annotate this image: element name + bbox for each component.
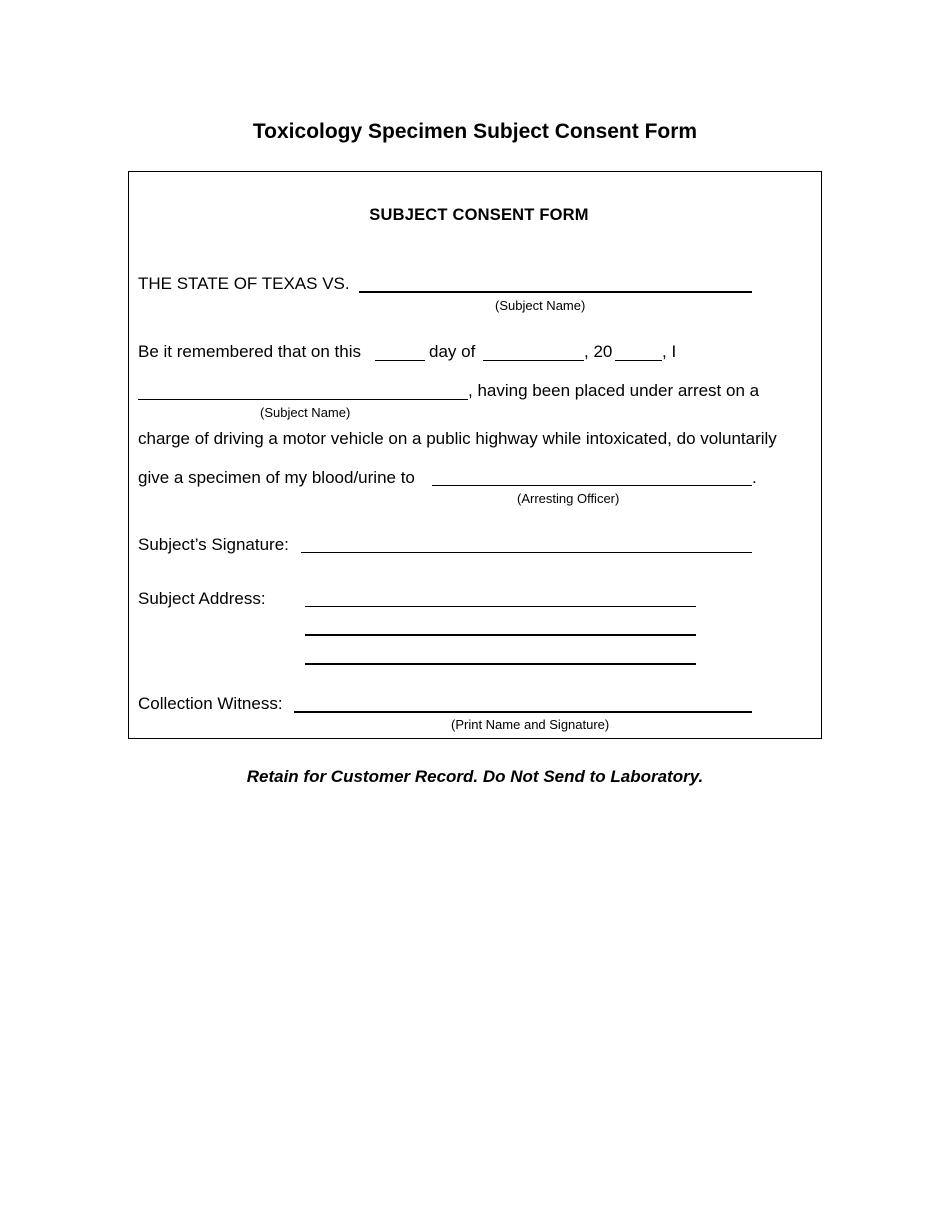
address-field-line-3[interactable] <box>305 663 696 665</box>
signature-field[interactable] <box>301 552 752 553</box>
form-heading: SUBJECT CONSENT FORM <box>369 206 589 224</box>
subject-name-caption-2: (Subject Name) <box>260 405 351 420</box>
subject-name-field-2[interactable] <box>138 399 468 400</box>
page-title: Toxicology Specimen Subject Consent Form <box>252 120 698 143</box>
witness-field[interactable] <box>294 711 752 713</box>
form-border <box>128 171 822 739</box>
signature-label: Subject’s Signature: <box>138 535 289 554</box>
state-line-label: THE STATE OF TEXAS VS. <box>138 274 350 293</box>
remembered-text-2: day of <box>429 342 476 361</box>
charge-text: charge of driving a motor vehicle on a public highway while intoxicated, do voluntarily <box>138 429 777 448</box>
address-label: Subject Address: <box>138 589 266 608</box>
subject-name-caption: (Subject Name) <box>495 298 586 313</box>
remembered-text-4: , I <box>662 342 677 361</box>
footer-note: Retain for Customer Record. Do Not Send to Laboratory. <box>246 767 704 786</box>
arresting-officer-field[interactable] <box>432 485 752 486</box>
arresting-officer-caption: (Arresting Officer) <box>517 491 620 506</box>
specimen-period: . <box>752 468 757 487</box>
arrest-text: , having been placed under arrest on a <box>468 381 760 400</box>
year-field[interactable] <box>615 360 662 361</box>
subject-name-field[interactable] <box>359 291 752 293</box>
witness-label: Collection Witness: <box>138 694 283 713</box>
month-field[interactable] <box>483 360 584 361</box>
specimen-text: give a specimen of my blood/urine to <box>138 468 415 487</box>
remembered-text-1: Be it remembered that on this <box>138 342 362 361</box>
address-field-line-2[interactable] <box>305 634 696 636</box>
witness-caption: (Print Name and Signature) <box>451 717 610 732</box>
address-field-line-1[interactable] <box>305 606 696 607</box>
day-field[interactable] <box>375 360 425 361</box>
remembered-text-3: , 20 <box>584 342 613 361</box>
